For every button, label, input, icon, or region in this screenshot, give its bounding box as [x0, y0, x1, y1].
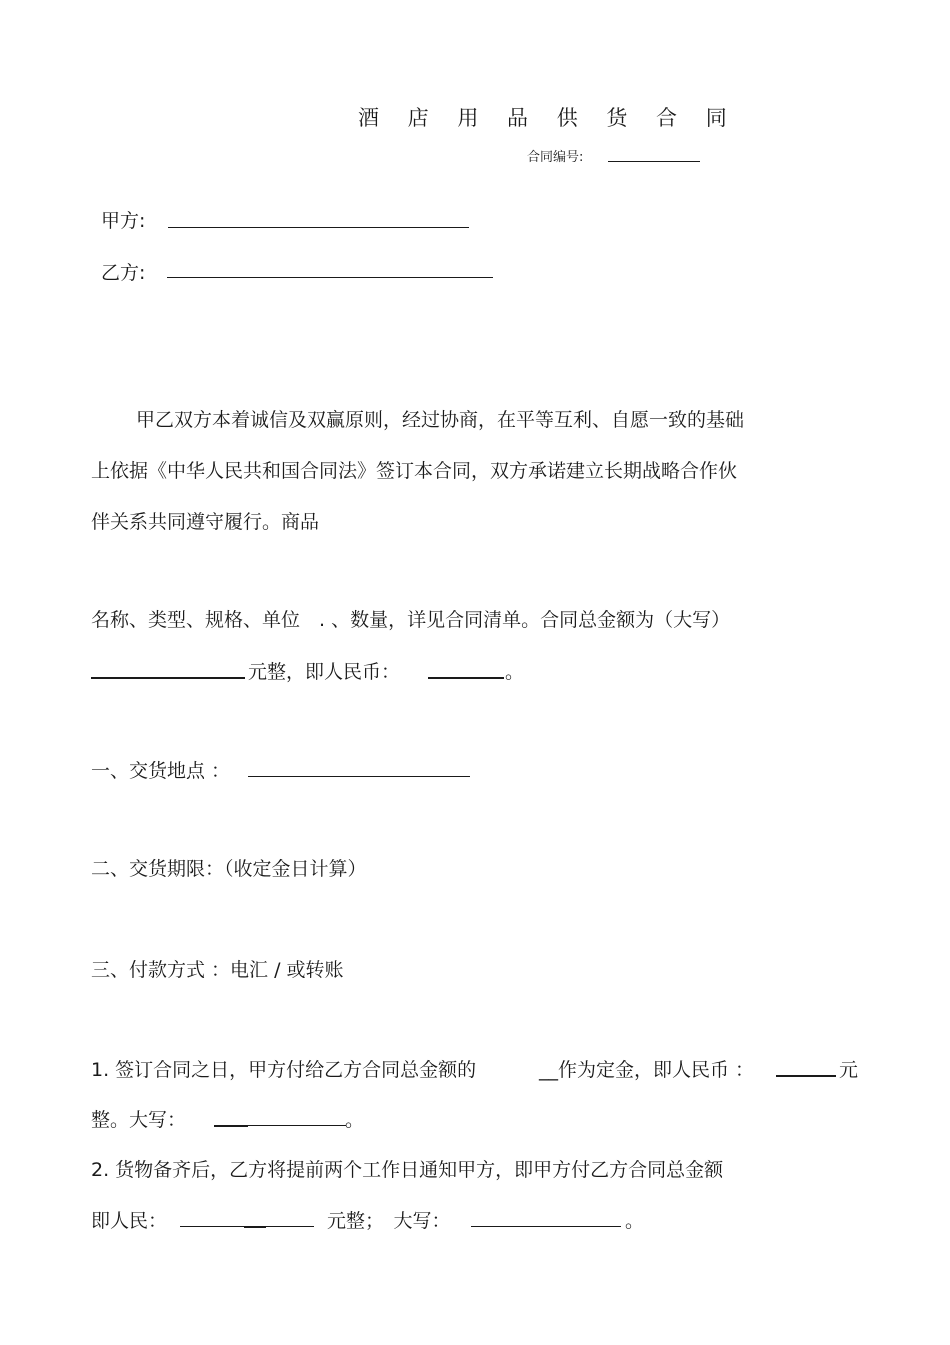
- contract-number-blank: [608, 161, 700, 162]
- section-delivery-period: 二、交货期限：（收定金日计算）: [91, 858, 367, 880]
- item-1-part-3: 元: [839, 1059, 859, 1081]
- amount-rmb-blank: [428, 677, 504, 679]
- item-2-line-2-end: 。: [625, 1210, 645, 1232]
- intro-line-1: 甲乙双方本着诚信及双赢原则，经过协商，在平等互利、自愿一致的基础: [136, 409, 745, 431]
- item-1-capital-blank-b: [248, 1125, 346, 1126]
- item-2-rmb-blank-a: [180, 1226, 244, 1227]
- party-b-blank: [167, 277, 493, 278]
- item-1-capital-blank-a: [214, 1125, 248, 1127]
- intro-line-2: 上依据《中华人民共和国合同法》签订本合同，双方承诺建立长期战略合作伙: [91, 460, 738, 482]
- item-2-line-2-prefix: 即人民：: [91, 1210, 168, 1232]
- item-1-part-2: __作为定金，即人民币 ：: [539, 1059, 755, 1081]
- party-b-label: 乙方:: [101, 262, 146, 284]
- item-1-line-2-end: 。: [345, 1109, 365, 1131]
- item-2-rmb-blank-b: [244, 1226, 266, 1228]
- amount-yuan-text: 元整，即人民币：: [248, 661, 401, 683]
- goods-line: 名称、类型、规格、单位 . 、数量，详见合同清单。合同总金额为（大写）: [91, 609, 731, 631]
- item-2-line-1: 2. 货物备齐后，乙方将提前两个工作日通知甲方，即甲方付乙方合同总金额: [91, 1159, 724, 1181]
- delivery-location-blank: [248, 776, 470, 777]
- item-1-part-1: 1. 签订合同之日，甲方付给乙方合同总金额的: [91, 1059, 477, 1081]
- intro-line-3: 伴关系共同遵守履行。商品: [91, 511, 320, 533]
- item-2-line-2-mid: 元整； 大写：: [327, 1210, 451, 1232]
- document-title: 酒 店 用 品 供 货 合 同: [358, 106, 738, 130]
- amount-period: 。: [505, 661, 525, 683]
- contract-number-label: 合同编号:: [527, 150, 584, 165]
- party-a-blank: [168, 227, 469, 228]
- section-payment-method: 三、付款方式 ：电汇 / 或转账: [91, 959, 344, 981]
- section-delivery-location: 一、交货地点 ：: [91, 760, 231, 782]
- amount-capital-blank: [91, 677, 245, 679]
- item-1-line-2-prefix: 整。大写：: [91, 1109, 187, 1131]
- item-1-rmb-blank: [776, 1075, 836, 1077]
- item-2-rmb-blank-c: [266, 1226, 314, 1227]
- party-a-label: 甲方:: [101, 210, 146, 232]
- item-2-capital-blank: [471, 1226, 621, 1227]
